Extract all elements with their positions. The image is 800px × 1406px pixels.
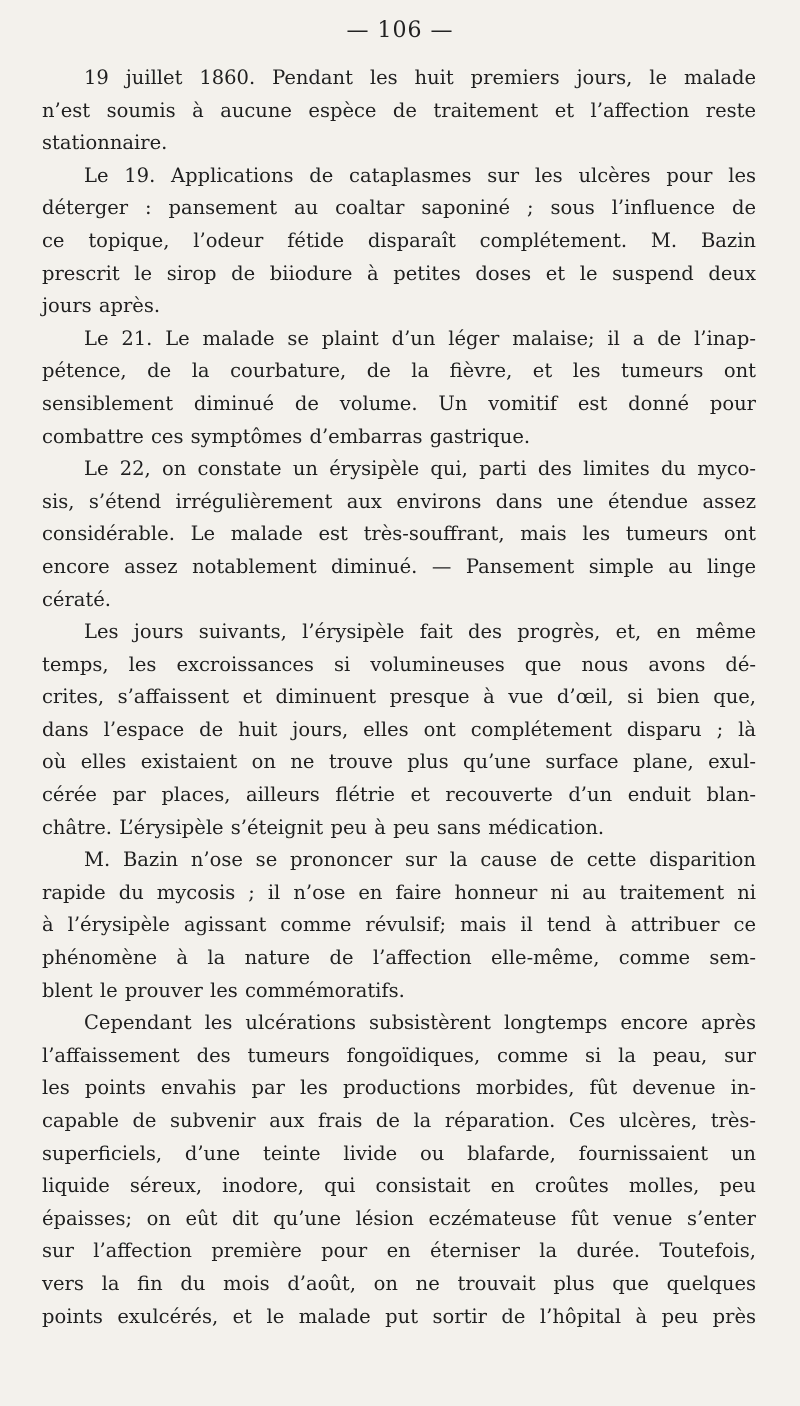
text-line: cérée par places, ailleurs flétrie et recouverte d’un enduit blan- (42, 783, 756, 807)
body-text (42, 62, 756, 1333)
text-line: sensiblement diminué de volume. Un vomitif est donné pour (42, 391, 756, 415)
text-line: temps, les excroissances si volumineuses que nous avons dé- (42, 652, 756, 676)
text-line: superficiels, d’une teinte livide ou blafarde, fournissaient un (42, 1141, 756, 1165)
text-line: stationnaire. (42, 131, 168, 155)
text-line: M. Bazin n’ose se prononcer sur la cause de cette disparition (84, 848, 756, 872)
text-line: châtre. L’érysipèle s’éteignit peu à peu sans médication. (42, 815, 605, 839)
text-line: Les jours suivants, l’érysipèle fait des progrès, et, en même (84, 620, 756, 644)
text-line: l’affaissement des tumeurs fongoïdiques, comme si la peau, sur (42, 1043, 756, 1067)
text-line: ce topique, l’odeur fétide disparaît complétement. M. Bazin (42, 228, 756, 252)
text-line: épaisses; on eût dit qu’une lésion eczémateuse fût venue s’enter (42, 1206, 756, 1230)
text-line: combattre ces symptômes d’embarras gastrique. (42, 424, 531, 448)
text-line: vers la fin du mois d’août, on ne trouvait plus que quelques (42, 1271, 756, 1295)
text-line: Cependant les ulcérations subsistèrent longtemps encore après (84, 1011, 756, 1035)
text-line: blent le prouver les commémoratifs. (42, 978, 405, 1002)
text-line: pétence, de la courbature, de la fièvre, et les tumeurs ont (42, 359, 756, 383)
text-line: points exulcérés, et le malade put sortir de l’hôpital à peu près (42, 1304, 756, 1328)
text-line: phénomène à la nature de l’affection elle-même, comme sem- (42, 946, 756, 970)
text-line: sis, s’étend irrégulièrement aux environs dans une étendue assez (42, 489, 756, 513)
text-line: cératé. (42, 587, 111, 611)
text-line: dans l’espace de huit jours, elles ont complétement disparu ; là (42, 717, 756, 741)
text-line: sur l’affection première pour en éterniser la durée. Toutefois, (42, 1239, 756, 1263)
text-line: considérable. Le malade est très-souffrant, mais les tumeurs ont (42, 522, 756, 546)
text-line: prescrit le sirop de biiodure à petites doses et le suspend deux (42, 261, 756, 285)
text-line: déterger : pansement au coaltar saponiné ; sous l’influence de (42, 196, 756, 220)
text-line: encore assez notablement diminué. — Pansement simple au linge (42, 554, 756, 578)
page-number: — 106 — (346, 18, 454, 43)
text-line: jours après. (42, 294, 161, 318)
text-line: à l’érysipèle agissant comme révulsif; mais il tend à attribuer ce (42, 913, 756, 937)
text-line: crites, s’affaissent et diminuent presque à vue d’œil, si bien que, (42, 685, 756, 709)
text-line: liquide séreux, inodore, qui consistait en croûtes molles, peu (42, 1174, 756, 1198)
text-line: Le 19. Applications de cataplasmes sur les ulcères pour les (84, 163, 756, 187)
text-line: où elles existaient on ne trouve plus qu’une surface plane, exul- (42, 750, 756, 774)
text-line: n’est soumis à aucune espèce de traitement et l’affection reste (42, 98, 756, 122)
text-line: capable de subvenir aux frais de la réparation. Ces ulcères, très- (42, 1109, 756, 1132)
text-line: rapide du mycosis ; il n’ose en faire honneur ni au traitement ni (42, 880, 756, 904)
text-line: les points envahis par les productions morbides, fût devenue in- (42, 1076, 756, 1100)
text-line: Le 22, on constate un érysipèle qui, parti des limites du myco- (84, 457, 756, 481)
text-line: 19 juillet 1860. Pendant les huit premiers jours, le malade (84, 66, 756, 89)
text-line: Le 21. Le malade se plaint d’un léger malaise; il a de l’inap- (84, 326, 756, 350)
